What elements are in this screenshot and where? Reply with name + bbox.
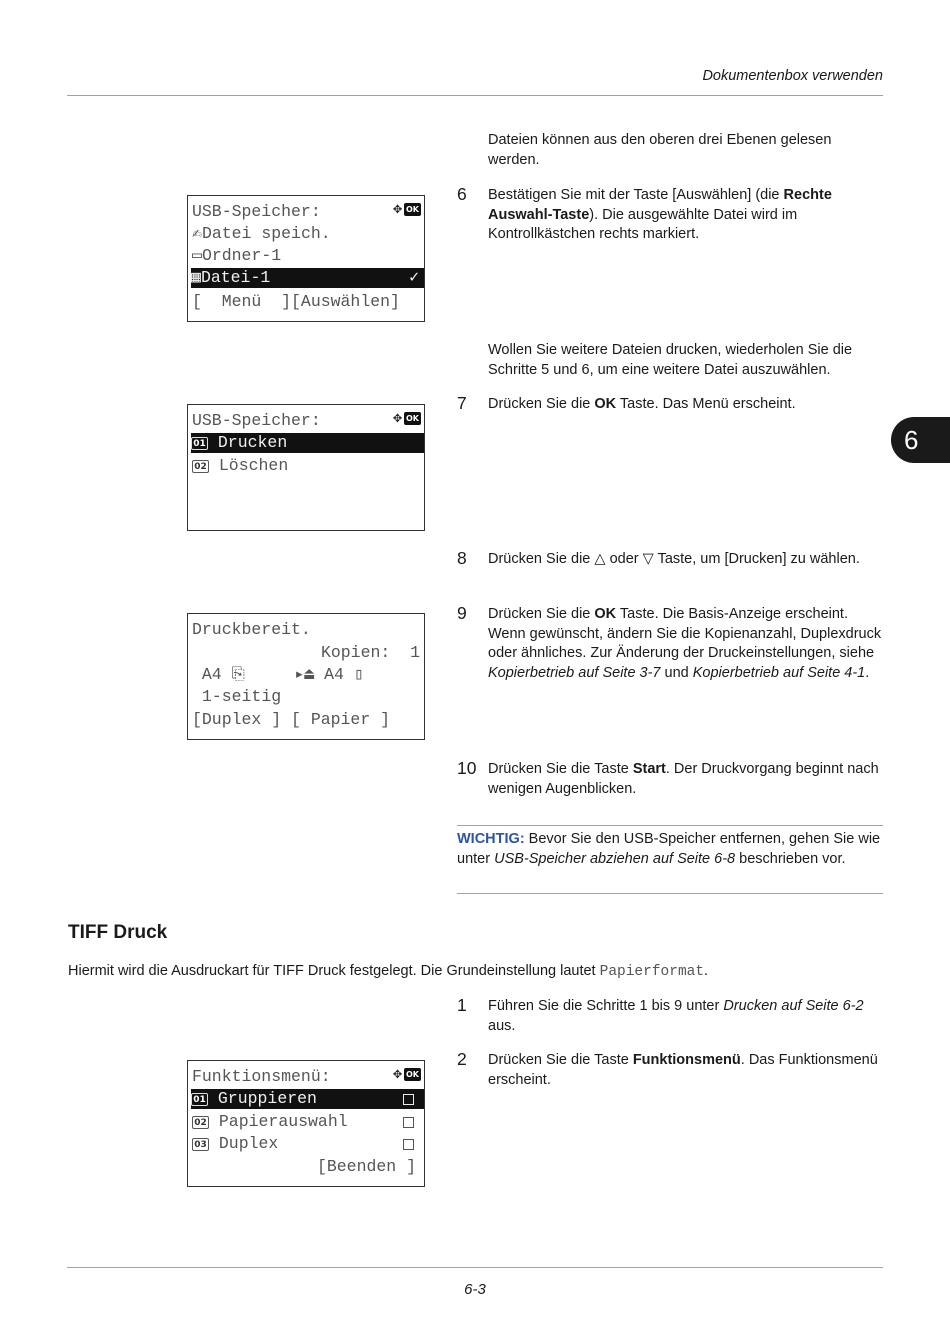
paper-portrait-icon: ▯: [353, 665, 364, 684]
folder-icon: ▭: [192, 246, 202, 265]
checkbox-icon: [403, 1139, 414, 1150]
lcd-item-print: 01 Drucken: [191, 433, 424, 453]
lcd-item-group: 01 Gruppieren: [191, 1089, 424, 1109]
lcd-title: USB-Speicher:: [192, 202, 321, 221]
header-rule: [67, 95, 883, 96]
pen-icon: ✍: [192, 224, 202, 243]
checkmark-icon: ✓: [409, 268, 419, 287]
step-9-text: Drücken Sie die OK Taste. Die Basis-Anzeige erscheint. Wenn gewünscht, ändern Sie die Kopienanzahl, Duplexdruck oder ähnliches. Zur Änderung der Druckeinstellungen, siehe Kopierbetrieb auf Seite 3-7 und Kopierbetrieb auf Seite 4-1.: [488, 606, 882, 681]
step-10-text: Drücken Sie die Taste Start. Der Druckvorgang beginnt nach wenigen Augenblicken.: [488, 761, 879, 797]
paper-landscape-icon: ⎘: [231, 665, 245, 684]
repeat-text: Wollen Sie weitere Dateien drucken, wiederholen Sie die Schritte 5 und 6, um eine weitere Datei auszuwählen.: [488, 342, 853, 378]
lcd-softkeys: [ Menü ][Auswählen]: [192, 292, 400, 311]
note-top-rule: [457, 825, 883, 826]
lcd-usb-menu: [187, 404, 425, 531]
lcd-status: Druckbereit.: [192, 620, 311, 639]
lcd-function-menu: [187, 1060, 425, 1187]
lcd-softkeys: [Duplex ] [ Papier ]: [192, 710, 391, 729]
checkbox-icon: [403, 1117, 414, 1128]
checkbox-icon: [403, 1094, 414, 1105]
section-description: Hiermit wird die Ausdruckart für TIFF Druck festgelegt. Die Grundeinstellung lautet Papierformat.: [68, 963, 709, 980]
page-header-title: Dokumentenbox verwenden: [702, 68, 883, 84]
step-6-text: Bestätigen Sie mit der Taste [Auswählen] (die Rechte Auswahl-Taste). Die ausgewählte Datei wird im Kontrollkästchen rechts markiert.: [488, 187, 832, 242]
footer-rule: [67, 1267, 883, 1268]
nav-arrows-icon: ✥: [392, 410, 402, 427]
item-number-badge: 01: [191, 437, 208, 450]
page-number: 6-3: [464, 1281, 486, 1298]
step-number: 8: [457, 548, 467, 568]
lcd-item-delete: 02 Löschen: [192, 456, 424, 476]
lcd-item-folder: ▭Ordner-1: [192, 246, 282, 265]
step-number: 10: [457, 758, 477, 778]
tiff-step-2-text: Drücken Sie die Taste Funktionsmenü. Das Funktionsmenü erscheint.: [488, 1052, 878, 1088]
lcd-copies: Kopien: 1: [320, 643, 420, 662]
file-icon: ▦: [191, 268, 201, 287]
item-number-badge: 02: [192, 1116, 209, 1129]
note-bottom-rule: [457, 893, 883, 894]
section-heading: TIFF Druck: [68, 922, 168, 943]
nav-arrows-icon: ✥: [392, 1066, 402, 1083]
ok-key-icon: OK: [406, 205, 419, 214]
lcd-duplex-mode: 1-seitig: [201, 687, 282, 706]
step-number: 1: [457, 995, 467, 1015]
item-number-badge: 03: [192, 1138, 209, 1151]
important-note: WICHTIG: Bevor Sie den USB-Speicher entfernen, gehen Sie wie unter USB-Speicher abziehen auf Seite 6-8 beschrieben vor.: [457, 831, 881, 867]
lcd-paper-row: A4 ⎘ ▸⏏ A4 ▯: [201, 665, 364, 684]
step-number: 9: [457, 603, 467, 623]
step-number: 2: [457, 1049, 467, 1069]
lcd-softkey-exit: [Beenden ]: [316, 1157, 416, 1176]
chapter-tab: 6: [891, 417, 950, 463]
ok-key-icon: OK: [406, 1070, 419, 1079]
up-triangle-icon: △: [594, 551, 606, 567]
intro-text: Dateien können aus den oberen drei Ebenen gelesen werden.: [488, 132, 832, 168]
lcd-item-file-selected: ▦Datei-1 ✓: [191, 268, 424, 288]
step-number: 6: [457, 184, 467, 204]
down-triangle-icon: ▽: [642, 551, 654, 567]
nav-arrows-icon: ✥: [392, 201, 402, 218]
item-number-badge: 02: [192, 460, 209, 473]
lcd-print-ready: [187, 613, 425, 740]
output-tray-icon: ▸⏏: [294, 665, 315, 684]
tiff-step-1-text: Führen Sie die Schritte 1 bis 9 unter Drucken auf Seite 6-2 aus.: [488, 998, 864, 1034]
lcd-item-paper-select: 02 Papierauswahl: [192, 1112, 424, 1132]
step-8-text: Drücken Sie die △ oder ▽ Taste, um [Drucken] zu wählen.: [488, 551, 860, 567]
step-number: 7: [457, 393, 467, 413]
lcd-title: USB-Speicher:: [192, 411, 321, 430]
lcd-title: Funktionsmenü:: [192, 1067, 331, 1086]
lcd-item-duplex: 03 Duplex: [192, 1134, 424, 1154]
ok-key-icon: OK: [406, 414, 419, 423]
item-number-badge: 01: [191, 1093, 208, 1106]
lcd-usb-file-select: [187, 195, 425, 322]
step-7-text: Drücken Sie die OK Taste. Das Menü erscheint.: [488, 396, 796, 412]
lcd-item-save-file: ✍Datei speich.: [192, 224, 331, 243]
